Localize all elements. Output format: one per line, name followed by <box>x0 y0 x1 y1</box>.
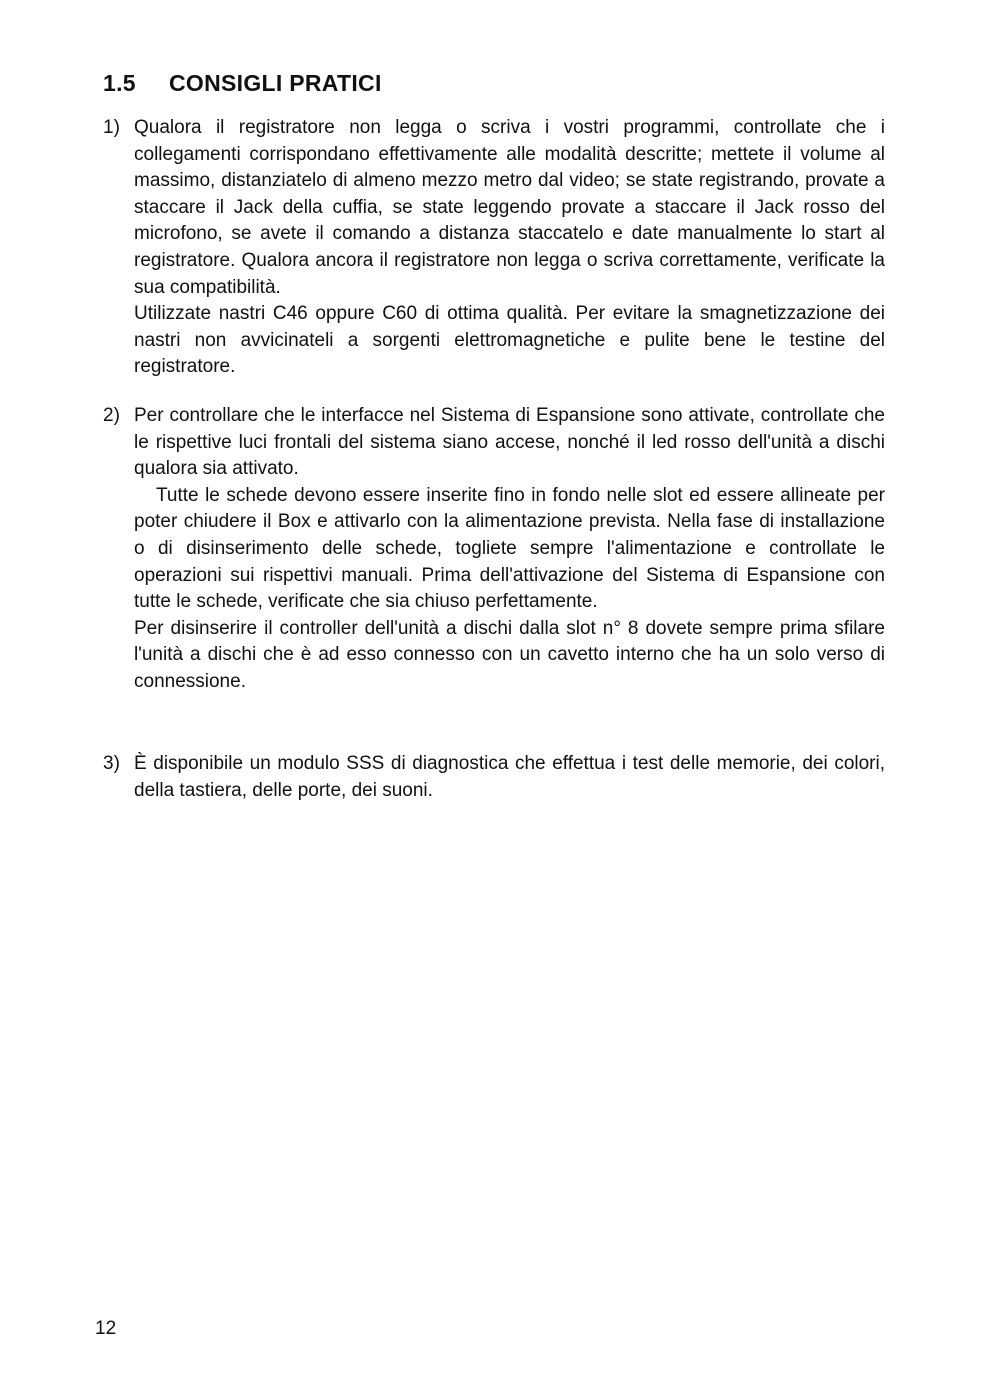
paragraph: Utilizzate nastri C46 oppure C60 di ottima qualità. Per evitare la smagnetizzazione dei nastri non avvicinateli a sorgenti elettromagnetiche e pulite bene le testine del registratore. <box>134 303 885 378</box>
paragraph: Tutte le schede devono essere inserite fino in fondo nelle slot ed essere allineate per poter chiudere il Box e attivarlo con la alimentazione prevista. Nella fase di installazione o di disinserimento delle schede, togliete sempre l'alimentazione e controllate le operazioni sui rispettivi manuali. Prima dell'attivazione del Sistema di Espansione con tutte le schede, verificate che sia chiuso perfettamente. <box>134 484 885 613</box>
list-item <box>103 115 885 381</box>
paragraph: Per controllare che le interfacce nel Sistema di Espansione sono attivate, controllate che le rispettive luci frontali del sistema siano accese, nonché il led rosso dell'unità a dischi qualora sia attivato. <box>134 405 885 480</box>
list-item-marker: 3) <box>103 753 120 774</box>
section-title: CONSIGLI PRATICI <box>169 70 382 96</box>
paragraph: Per disinserire il controller dell'unità a dischi dalla slot n° 8 dovete sempre prima sfilare l'unità a dischi che è ad esso connesso con un cavetto interno che ha un solo verso di connessione. <box>134 617 885 692</box>
list-item <box>103 403 885 696</box>
list-item-body <box>134 115 885 381</box>
section-number: 1.5 <box>103 70 136 96</box>
section-heading <box>103 70 382 97</box>
page-number: 12 <box>95 1318 117 1339</box>
paragraph: È disponibile un modulo SSS di diagnostica che effettua i test delle memorie, dei colori, della tastiera, delle porte, dei suoni. <box>134 753 885 801</box>
list-item <box>103 751 885 804</box>
paragraph: Qualora il registratore non legga o scriva i vostri programmi, controllate che i collegamenti corrispondano effettivamente alle modalità descritte; mettete il volume al massimo, distanziatelo di almeno mezzo metro dal video; se state registrando, provate a staccare il Jack della cuffia, se state leggendo provate a staccare il Jack rosso del microfono, se avete il comando a distanza staccatelo e date manualmente lo start al registratore. Qualora ancora il registratore non legga o scriva correttamente, verificate la sua compatibilità. <box>134 117 885 298</box>
list-item-marker: 1) <box>103 117 120 138</box>
list-item-body <box>134 403 885 696</box>
list-item-marker: 2) <box>103 405 120 426</box>
list-item-body <box>134 751 885 804</box>
